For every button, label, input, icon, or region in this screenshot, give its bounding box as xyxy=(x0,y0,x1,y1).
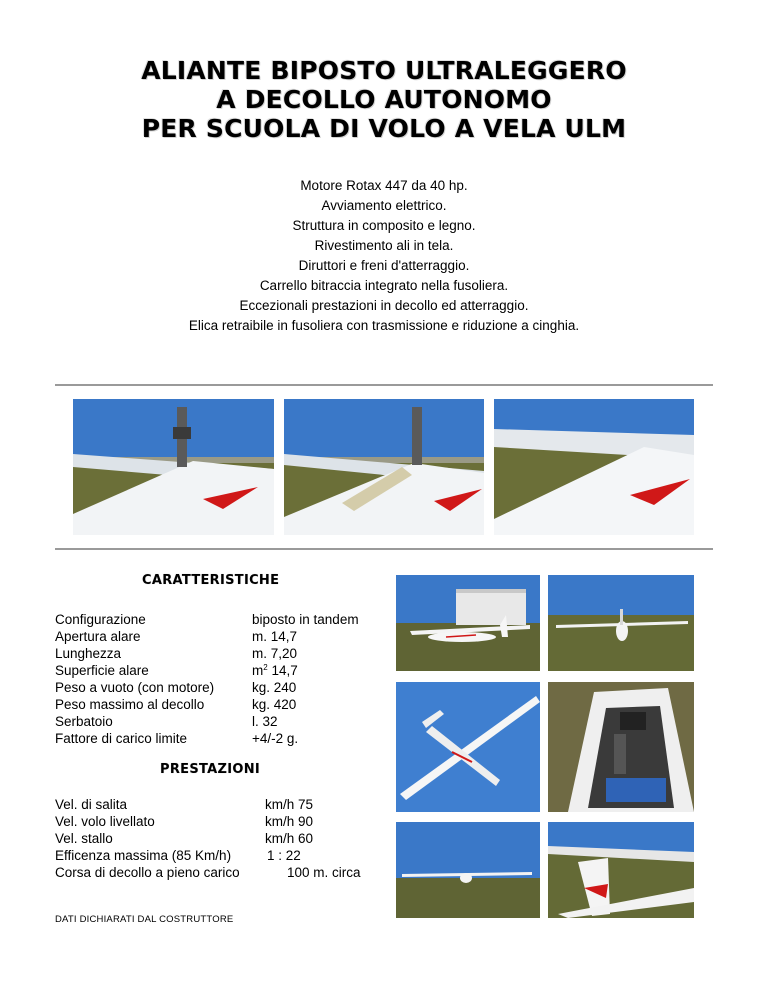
spec-label: Peso massimo al decollo xyxy=(55,697,205,712)
divider-bottom xyxy=(55,548,713,550)
perf-value: 1 : 22 xyxy=(267,848,301,863)
photo-cockpit-propeller-up xyxy=(73,399,274,535)
spec-row-length xyxy=(55,645,395,662)
perf-value: km/h 60 xyxy=(265,831,314,846)
title-line-2: A DECOLLO AUTONOMO xyxy=(216,85,552,114)
feature-line: Eccezionali prestazioni in decollo ed atterraggio. xyxy=(239,298,529,313)
perf-value: km/h 90 xyxy=(265,814,314,829)
spec-value: m. 7,20 xyxy=(252,646,298,661)
spec-value-superscript: 2 xyxy=(263,663,268,672)
perf-row-stall-speed xyxy=(55,830,395,847)
photo-glider-landing xyxy=(396,822,540,918)
page-title xyxy=(0,56,768,143)
spec-label: Apertura alare xyxy=(55,629,141,644)
spec-value: kg. 240 xyxy=(252,680,297,695)
perf-label: Vel. stallo xyxy=(55,831,113,846)
photo-glider-front-view xyxy=(548,575,694,671)
photo-glider-by-hangar xyxy=(396,575,540,671)
perf-value: 100 m. circa xyxy=(287,865,361,880)
feature-line: Avviamento elettrico. xyxy=(321,198,447,213)
feature-line: Rivestimento ali in tela. xyxy=(314,238,454,253)
spec-value xyxy=(252,662,298,679)
spec-value: +4/-2 g. xyxy=(252,731,299,746)
spec-row-tank xyxy=(55,713,395,730)
photo-glider-tail xyxy=(548,822,694,918)
perf-row-takeoff-run xyxy=(55,864,395,881)
characteristics-heading: CARATTERISTICHE xyxy=(142,573,280,588)
feature-line: Carrello bitraccia integrato nella fusoliera. xyxy=(259,278,509,293)
spec-row-empty-weight xyxy=(55,679,395,696)
photo-cockpit-interior xyxy=(548,682,694,812)
spec-value-number: 14,7 xyxy=(267,663,298,678)
divider-top xyxy=(55,384,713,386)
spec-label: Fattore di carico limite xyxy=(55,731,188,746)
perf-label: Efficenza massima (85 Km/h) xyxy=(55,848,232,863)
photo-glider-in-flight xyxy=(396,682,540,812)
spec-value-unit: m xyxy=(252,663,264,678)
spec-row-wingspan xyxy=(55,628,395,645)
spec-value: l. 32 xyxy=(252,714,278,729)
perf-row-climb-speed xyxy=(55,796,395,813)
perf-label: Corsa di decollo a pieno carico xyxy=(55,865,240,880)
spec-label: Lunghezza xyxy=(55,646,122,661)
performance-table xyxy=(55,796,395,881)
perf-value: km/h 75 xyxy=(265,797,314,812)
features-list xyxy=(0,176,768,336)
title-line-3: PER SCUOLA DI VOLO A VELA ULM xyxy=(141,114,627,143)
photo-fuselage-wing-root xyxy=(494,399,694,535)
spec-label: Configurazione xyxy=(55,612,146,627)
spec-label: Serbatoio xyxy=(55,714,113,729)
feature-line: Elica retraibile in fusoliera con trasmissione e riduzione a cinghia. xyxy=(188,318,580,333)
spec-value: biposto in tandem xyxy=(252,612,359,627)
perf-row-max-efficiency xyxy=(55,847,395,864)
performance-heading: PRESTAZIONI xyxy=(160,762,261,777)
perf-label: Vel. volo livellato xyxy=(55,814,155,829)
spec-label: Superficie alare xyxy=(55,663,149,678)
spec-row-wing-area xyxy=(55,662,395,679)
perf-row-level-speed xyxy=(55,813,395,830)
feature-line: Motore Rotax 447 da 40 hp. xyxy=(300,178,468,193)
feature-line: Diruttori e freni d'atterraggio. xyxy=(298,258,470,273)
title-line-1: ALIANTE BIPOSTO ULTRALEGGERO xyxy=(141,56,627,85)
spec-row-load-factor xyxy=(55,730,395,747)
characteristics-table xyxy=(55,611,395,747)
perf-label: Vel. di salita xyxy=(55,797,128,812)
footer-note: DATI DICHIARATI DAL COSTRUTTORE xyxy=(55,914,234,925)
spec-row-configuration xyxy=(55,611,395,628)
spec-label: Peso a vuoto (con motore) xyxy=(55,680,215,695)
spec-value: kg. 420 xyxy=(252,697,297,712)
feature-line: Struttura in composito e legno. xyxy=(292,218,476,233)
photo-engine-cover-open xyxy=(284,399,484,535)
spec-row-max-takeoff-weight xyxy=(55,696,395,713)
spec-value: m. 14,7 xyxy=(252,629,298,644)
